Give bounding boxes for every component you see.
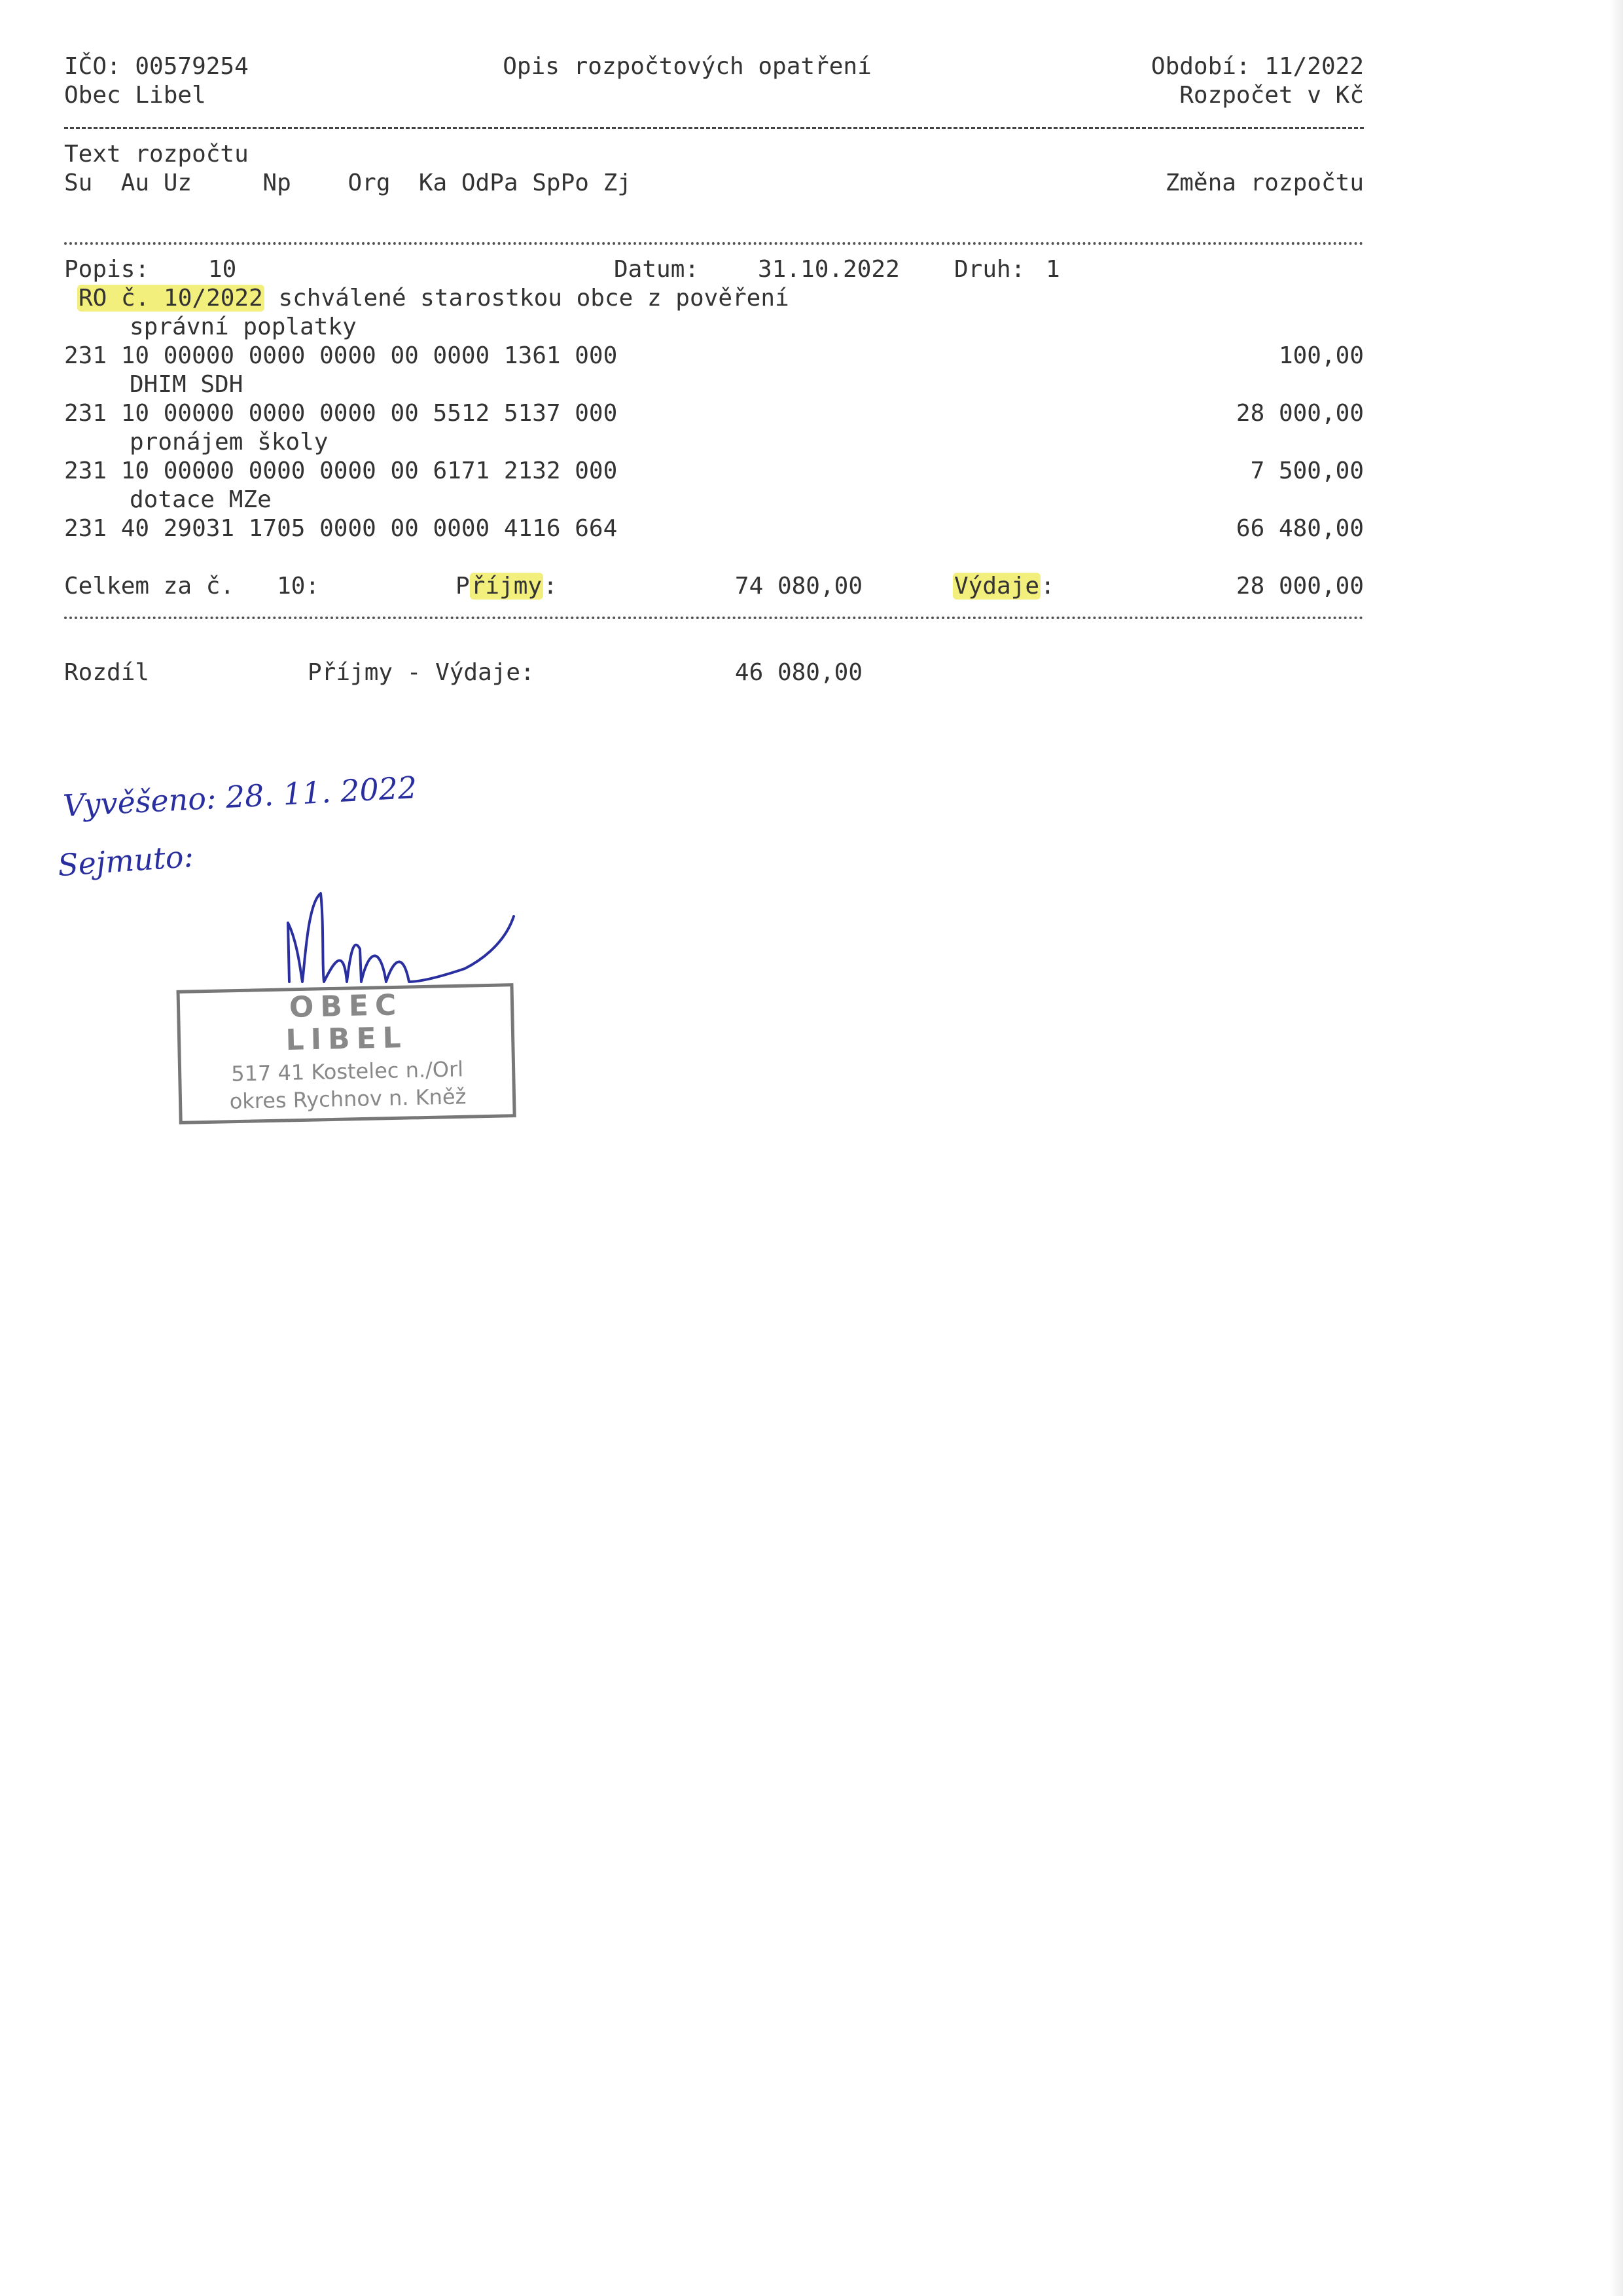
row-codes: 231 40 29031 1705 0000 00 0000 4116 664 <box>64 515 618 542</box>
row-description: DHIM SDH <box>130 371 243 398</box>
column-divider <box>64 242 1364 249</box>
prijmy-label-highlight: říjmy <box>471 573 543 600</box>
handwritten-posted-note: Vyvěšeno: 28. 11. 2022 <box>62 769 418 824</box>
vydaje-value: 28 000,00 <box>1236 573 1364 600</box>
municipal-stamp <box>175 972 519 1130</box>
prijmy-value: 74 080,00 <box>734 573 863 600</box>
row-amount: 66 480,00 <box>1236 515 1364 542</box>
stamp-line-4: okres Rychnov n. Kněž <box>229 1084 467 1114</box>
row-amount: 28 000,00 <box>1236 400 1364 427</box>
totals-label: Celkem za č. 10: <box>64 573 320 600</box>
row-amount: 100,00 <box>1278 342 1364 369</box>
document-title: Opis rozpočtových opatření <box>503 53 872 80</box>
scan-edge-shadow <box>1610 0 1623 2296</box>
vydaje-label <box>953 572 1055 601</box>
row-codes: 231 10 00000 0000 0000 00 6171 2132 000 <box>64 457 618 484</box>
row-codes: 231 10 00000 0000 0000 00 5512 5137 000 <box>64 400 618 427</box>
period: Období: 11/2022 <box>1150 53 1364 80</box>
stamp-line-2: LIBEL <box>285 1021 408 1057</box>
totals-divider <box>64 617 1364 623</box>
measure-description <box>77 284 789 313</box>
vydaje-label-highlight: Výdaje <box>954 573 1040 600</box>
row-description: dotace MZe <box>130 486 272 513</box>
ro-number: RO č. 10/2022 <box>79 285 263 312</box>
difference-label: Rozdíl <box>64 659 150 686</box>
row-amount: 7 500,00 <box>1250 457 1364 484</box>
handwritten-removed-note: Sejmuto: <box>56 838 195 884</box>
prijmy-colon: : <box>543 573 558 600</box>
popis-label: Popis: <box>64 256 150 283</box>
code-columns-heading: Su Au Uz Np Org Ka OdPa SpPo Zj <box>64 170 632 196</box>
difference-value: 46 080,00 <box>734 659 863 686</box>
stamp-line-1: OBEC <box>289 988 403 1024</box>
vydaje-colon: : <box>1041 573 1055 600</box>
ico-number: IČO: 00579254 <box>64 53 249 80</box>
amount-heading: Změna rozpočtu <box>1165 170 1364 196</box>
currency-note: Rozpočet v Kč <box>1179 82 1364 109</box>
datum-value: 31.10.2022 <box>758 256 900 283</box>
prijmy-label <box>455 572 558 601</box>
stamp-line-3: 517 41 Kostelec n./Orl <box>230 1056 464 1086</box>
druh-label: Druh: <box>954 256 1026 283</box>
text-heading: Text rozpočtu <box>64 141 249 168</box>
ro-text: schválené starostkou obce z pověření <box>264 285 789 312</box>
row-codes: 231 10 00000 0000 0000 00 0000 1361 000 <box>64 342 618 369</box>
druh-value: 1 <box>1046 256 1060 283</box>
row-description: správní poplatky <box>130 314 357 340</box>
datum-label: Datum: <box>614 256 700 283</box>
popis-value: 10 <box>208 256 237 283</box>
prijmy-label-start: P <box>455 573 470 600</box>
municipality-name: Obec Libel <box>64 82 206 109</box>
header-divider <box>64 127 1364 133</box>
difference-formula: Příjmy - Výdaje: <box>308 659 535 686</box>
row-description: pronájem školy <box>130 429 329 456</box>
